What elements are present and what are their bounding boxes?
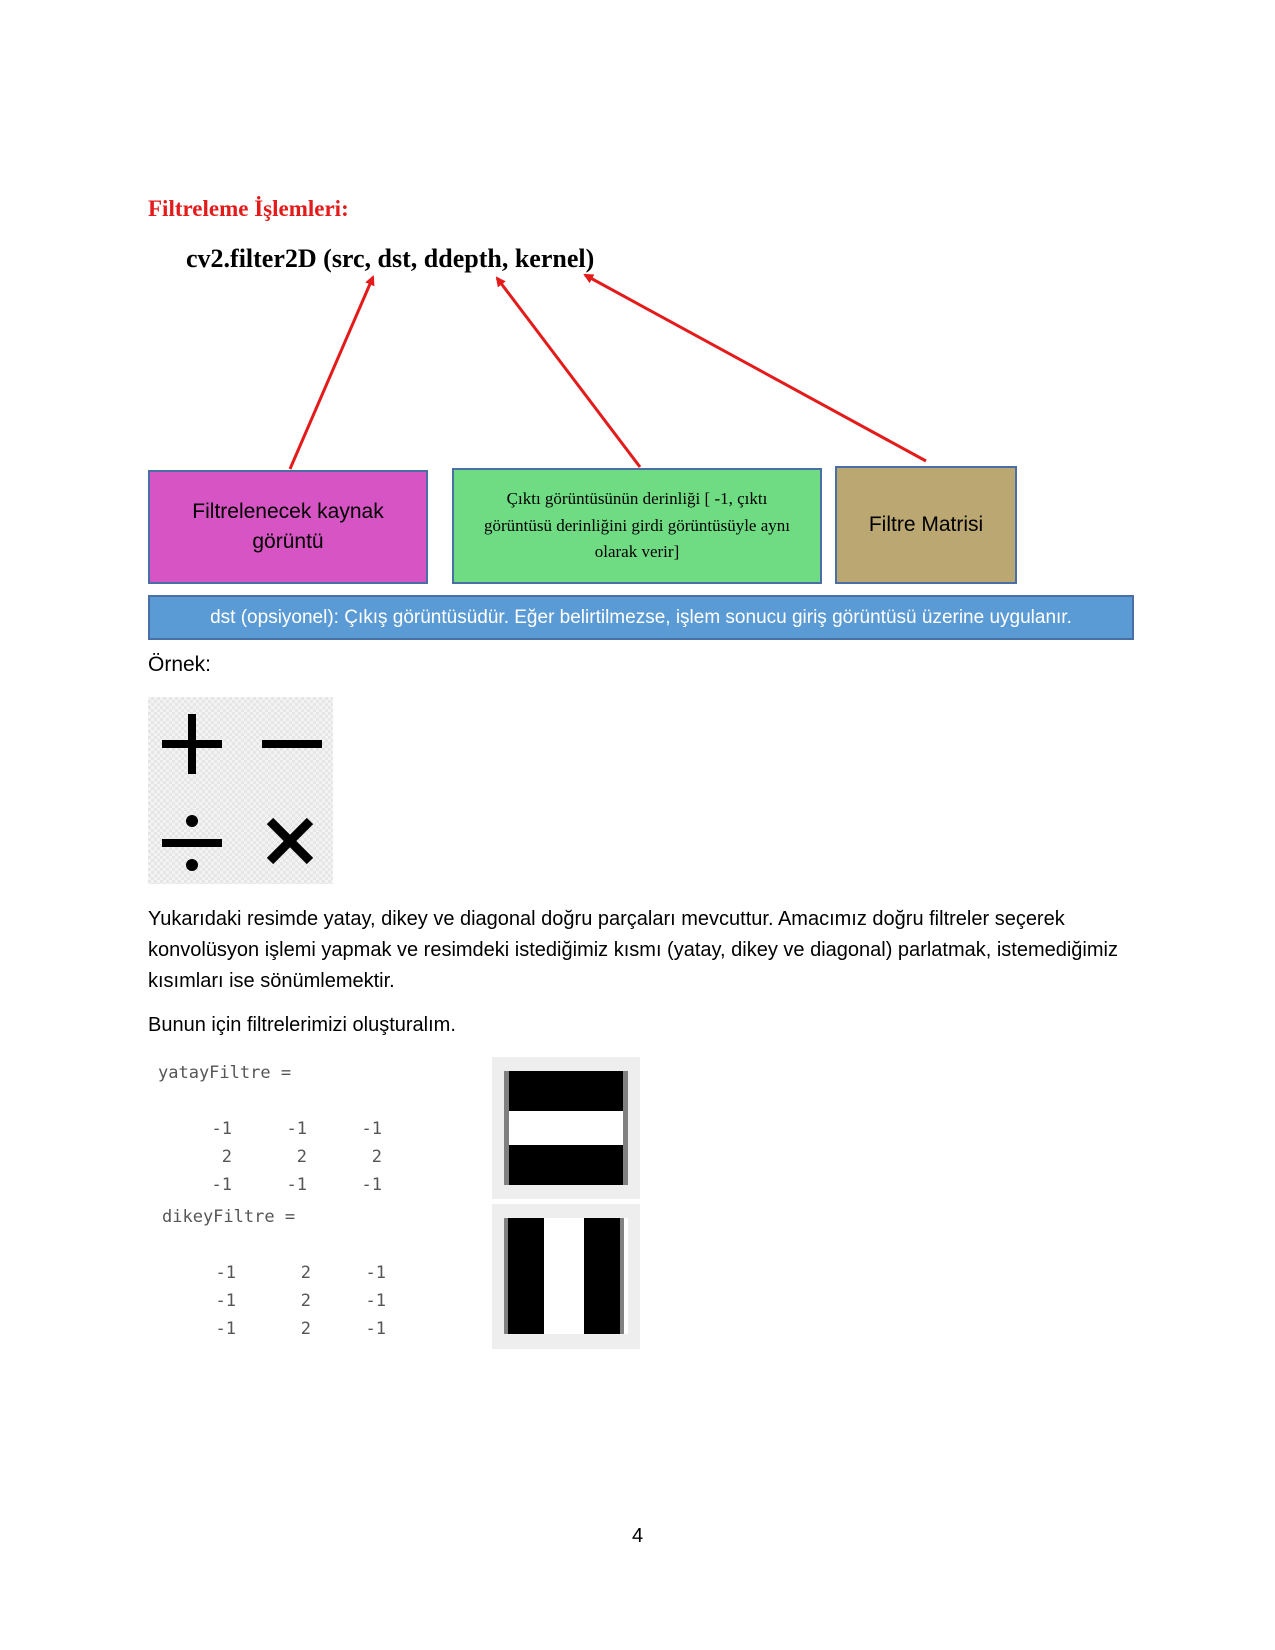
- plus-icon: [162, 714, 222, 774]
- matrix-cell: -1: [211, 1119, 232, 1139]
- paragraph-filters: Bunun için filtrelerimizi oluşturalım.: [148, 1014, 456, 1036]
- matrix-name: dikeyFiltre =: [162, 1207, 296, 1227]
- matrix-cell: -1: [211, 1175, 232, 1195]
- multiply-icon: [270, 821, 310, 861]
- matrix-cell: 2: [300, 1319, 311, 1339]
- kernel-annotation-box: [835, 466, 1017, 584]
- arrow-ddepth: [497, 278, 640, 467]
- matrix-cell: -1: [215, 1263, 236, 1283]
- kernel-annotation-text: Filtre Matrisi: [868, 513, 984, 536]
- arrow-src: [290, 277, 373, 469]
- dst-annotation-box: [148, 595, 1134, 640]
- matrix-cell: -1: [286, 1175, 307, 1195]
- ddepth-annotation-box: [452, 468, 822, 584]
- function-signature: cv2.filter2D (src, dst, ddepth, kernel): [186, 244, 595, 273]
- matrix-cell: 2: [221, 1147, 232, 1167]
- matrix-cell: 2: [300, 1263, 311, 1283]
- minus-icon: [262, 740, 322, 748]
- matrix-cell: 2: [371, 1147, 382, 1167]
- matrix-cell: -1: [215, 1291, 236, 1311]
- divide-icon: [162, 815, 222, 871]
- matrix-cell: -1: [365, 1263, 386, 1283]
- matrix-cell: -1: [365, 1291, 386, 1311]
- ddepth-annotation-text: Çıktı görüntüsünün derinliği [ -1, çıktı görüntüsü derinliğini girdi görüntüsüyle aynı olarak verir]: [484, 489, 790, 562]
- matrix-cell: 2: [300, 1291, 311, 1311]
- matrix-cell: -1: [215, 1319, 236, 1339]
- matrix-cell: -1: [361, 1119, 382, 1139]
- annotation-arrows: [0, 0, 1275, 500]
- section-heading: Filtreleme İşlemleri:: [148, 196, 349, 221]
- matrix-name: yatayFiltre =: [158, 1063, 292, 1083]
- matrix-cell: 2: [296, 1147, 307, 1167]
- arrow-kernel: [585, 275, 926, 461]
- page-number: 4: [631, 1525, 644, 1547]
- matrix-cell: -1: [361, 1175, 382, 1195]
- src-annotation-text: Filtrelenecek kaynak görüntü: [192, 499, 384, 553]
- example-label: Örnek:: [148, 653, 212, 676]
- paragraph-intro: Yukarıdaki resimde yatay, dikey ve diagonal doğru parçaları mevcuttur. Amacımız doğru filtreler seçerek konvolüsyon işlemi yapmak ve resimdeki istediğimiz kısmı (yatay, dikey ve diagonal) parlatmak, istemediğimiz kısımları ise sönümlemektir.: [148, 908, 1118, 992]
- matrix-cell: -1: [286, 1119, 307, 1139]
- src-annotation-box: [148, 470, 428, 584]
- symbols-image: [148, 697, 333, 884]
- matrix-cell: -1: [365, 1319, 386, 1339]
- dst-annotation-text: dst (opsiyonel): Çıkış görüntüsüdür. Eğer belirtilmezse, işlem sonucu giriş görüntüsü üzerine uygulanır.: [210, 606, 1072, 628]
- horizontal-filter-image: [492, 1057, 640, 1199]
- vertical-filter-image: [492, 1204, 640, 1349]
